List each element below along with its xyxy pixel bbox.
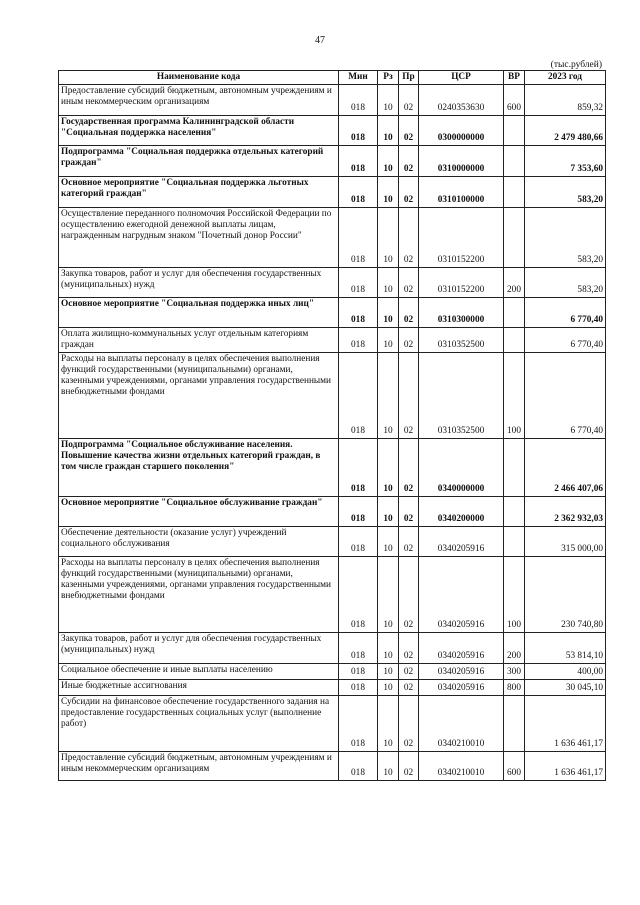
row-name: Закупка товаров, работ и услуг для обеспечения государственных (муниципальных) нужд <box>59 268 339 298</box>
row-min: 018 <box>339 328 378 353</box>
row-amount: 1 636 461,17 <box>525 752 606 781</box>
row-vr: 100 <box>504 353 525 439</box>
row-min: 018 <box>339 527 378 557</box>
row-amount: 583,20 <box>525 208 606 268</box>
row-name: Предоставление субсидий бюджетным, автономным учреждениям и иным некоммерческим организациям <box>59 85 339 116</box>
row-vr <box>504 146 525 177</box>
row-rz: 10 <box>378 298 399 328</box>
row-csr: 0310300000 <box>419 298 504 328</box>
row-rz: 10 <box>378 353 399 439</box>
row-name: Основное мероприятие "Социальная поддержка льготных категорий граждан" <box>59 177 339 208</box>
row-csr: 0310100000 <box>419 177 504 208</box>
row-pr: 02 <box>399 85 419 116</box>
row-min: 018 <box>339 298 378 328</box>
row-min: 018 <box>339 557 378 633</box>
row-csr: 0310352500 <box>419 353 504 439</box>
row-csr: 0340205916 <box>419 633 504 664</box>
row-vr: 200 <box>504 633 525 664</box>
row-amount: 6 770,40 <box>525 328 606 353</box>
row-csr: 0310152200 <box>419 208 504 268</box>
row-vr: 600 <box>504 85 525 116</box>
row-rz: 10 <box>378 116 399 146</box>
row-min: 018 <box>339 696 378 752</box>
row-amount: 400,00 <box>525 664 606 680</box>
row-rz: 10 <box>378 557 399 633</box>
row-name: Социальное обеспечение и иные выплаты населению <box>59 664 339 680</box>
row-amount: 1 636 461,17 <box>525 696 606 752</box>
table-row <box>59 298 606 328</box>
budget-table <box>58 70 606 781</box>
row-amount: 53 814,10 <box>525 633 606 664</box>
row-pr: 02 <box>399 208 419 268</box>
header-name: Наименование кода <box>59 71 339 85</box>
row-pr: 02 <box>399 557 419 633</box>
row-csr: 0310000000 <box>419 146 504 177</box>
header-pr: Пр <box>399 71 419 85</box>
row-rz: 10 <box>378 85 399 116</box>
row-vr: 600 <box>504 752 525 781</box>
row-csr: 0340200000 <box>419 497 504 527</box>
page-number: 47 <box>315 35 325 46</box>
row-vr: 800 <box>504 680 525 696</box>
row-rz: 10 <box>378 146 399 177</box>
row-amount: 315 000,00 <box>525 527 606 557</box>
row-name: Оплата жилищно-коммунальных услуг отдельным категориям граждан <box>59 328 339 353</box>
row-vr: 100 <box>504 557 525 633</box>
row-vr: 200 <box>504 268 525 298</box>
row-amount: 583,20 <box>525 177 606 208</box>
row-pr: 02 <box>399 328 419 353</box>
row-csr: 0300000000 <box>419 116 504 146</box>
row-pr: 02 <box>399 664 419 680</box>
table-row <box>59 439 606 497</box>
row-min: 018 <box>339 353 378 439</box>
row-rz: 10 <box>378 497 399 527</box>
row-vr <box>504 696 525 752</box>
row-name: Осуществление переданного полномочия Российской Федерации по осуществлению ежегодной денежной выплаты лицам, награжденным нагрудным знаком "Почетный донор России" <box>59 208 339 268</box>
table-body <box>59 85 606 781</box>
row-csr: 0340210010 <box>419 696 504 752</box>
row-csr: 0340205916 <box>419 557 504 633</box>
row-min: 018 <box>339 439 378 497</box>
row-name: Подпрограмма "Социальное обслуживание населения. Повышение качества жизни отдельных категорий граждан, в том числе граждан старшего поколения" <box>59 439 339 497</box>
header-year: 2023 год <box>525 71 606 85</box>
table-row <box>59 680 606 696</box>
row-pr: 02 <box>399 497 419 527</box>
row-name: Расходы на выплаты персоналу в целях обеспечения выполнения функций государственными (муниципальными) органами, казенными учреждениями, органами управления государственными внебюджетными фондами <box>59 353 339 439</box>
row-csr: 0340205916 <box>419 664 504 680</box>
row-csr: 0310152200 <box>419 268 504 298</box>
table-row <box>59 208 606 268</box>
row-vr: 300 <box>504 664 525 680</box>
header-rz: Рз <box>378 71 399 85</box>
row-min: 018 <box>339 664 378 680</box>
row-rz: 10 <box>378 177 399 208</box>
row-rz: 10 <box>378 208 399 268</box>
row-amount: 583,20 <box>525 268 606 298</box>
row-rz: 10 <box>378 268 399 298</box>
row-vr <box>504 208 525 268</box>
row-csr: 0310352500 <box>419 328 504 353</box>
row-rz: 10 <box>378 680 399 696</box>
row-name: Государственная программа Калининградской области "Социальная поддержка населения" <box>59 116 339 146</box>
table-row <box>59 268 606 298</box>
row-pr: 02 <box>399 116 419 146</box>
row-min: 018 <box>339 177 378 208</box>
header-min: Мин <box>339 71 378 85</box>
table-row <box>59 177 606 208</box>
row-amount: 859,32 <box>525 85 606 116</box>
row-rz: 10 <box>378 439 399 497</box>
table-row <box>59 664 606 680</box>
row-csr: 0340000000 <box>419 439 504 497</box>
row-csr: 0340210010 <box>419 752 504 781</box>
row-name: Иные бюджетные ассигнования <box>59 680 339 696</box>
row-name: Закупка товаров, работ и услуг для обеспечения государственных (муниципальных) нужд <box>59 633 339 664</box>
row-amount: 30 045,10 <box>525 680 606 696</box>
row-pr: 02 <box>399 633 419 664</box>
row-vr <box>504 497 525 527</box>
row-amount: 2 362 932,03 <box>525 497 606 527</box>
row-vr <box>504 328 525 353</box>
table-row <box>59 752 606 781</box>
unit-label: (тыс.рублей) <box>550 60 602 70</box>
row-pr: 02 <box>399 752 419 781</box>
row-rz: 10 <box>378 664 399 680</box>
row-csr: 0340205916 <box>419 680 504 696</box>
row-vr <box>504 439 525 497</box>
header-csr: ЦСР <box>419 71 504 85</box>
table-row <box>59 353 606 439</box>
row-amount: 230 740,80 <box>525 557 606 633</box>
row-rz: 10 <box>378 527 399 557</box>
row-pr: 02 <box>399 439 419 497</box>
row-vr <box>504 527 525 557</box>
row-pr: 02 <box>399 527 419 557</box>
row-pr: 02 <box>399 353 419 439</box>
row-rz: 10 <box>378 328 399 353</box>
row-min: 018 <box>339 680 378 696</box>
table-row <box>59 328 606 353</box>
row-name: Предоставление субсидий бюджетным, автономным учреждениям и иным некоммерческим организациям <box>59 752 339 781</box>
row-amount: 7 353,60 <box>525 146 606 177</box>
table-row <box>59 116 606 146</box>
row-min: 018 <box>339 146 378 177</box>
row-name: Расходы на выплаты персоналу в целях обеспечения выполнения функций государственными (муниципальными) органами, казенными учреждениями, органами управления государственными внебюджетными фондами <box>59 557 339 633</box>
row-min: 018 <box>339 85 378 116</box>
row-name: Подпрограмма "Социальная поддержка отдельных категорий граждан" <box>59 146 339 177</box>
row-pr: 02 <box>399 680 419 696</box>
table-row <box>59 146 606 177</box>
table-row <box>59 633 606 664</box>
table-row <box>59 497 606 527</box>
table-header <box>59 71 606 85</box>
row-min: 018 <box>339 497 378 527</box>
row-csr: 0240353630 <box>419 85 504 116</box>
table-row <box>59 85 606 116</box>
row-name: Основное мероприятие "Социальное обслуживание граждан" <box>59 497 339 527</box>
row-vr <box>504 116 525 146</box>
row-min: 018 <box>339 208 378 268</box>
row-pr: 02 <box>399 268 419 298</box>
row-name: Основное мероприятие "Социальная поддержка иных лиц" <box>59 298 339 328</box>
row-pr: 02 <box>399 177 419 208</box>
table-row <box>59 557 606 633</box>
row-rz: 10 <box>378 696 399 752</box>
row-csr: 0340205916 <box>419 527 504 557</box>
row-pr: 02 <box>399 146 419 177</box>
table-row <box>59 696 606 752</box>
row-vr <box>504 177 525 208</box>
row-rz: 10 <box>378 633 399 664</box>
header-vr: ВР <box>504 71 525 85</box>
row-name: Субсидии на финансовое обеспечение государственного задания на предоставление государственных социальных услуг (выполнение работ) <box>59 696 339 752</box>
row-min: 018 <box>339 633 378 664</box>
row-amount: 2 466 407,06 <box>525 439 606 497</box>
row-min: 018 <box>339 116 378 146</box>
row-amount: 6 770,40 <box>525 353 606 439</box>
row-vr <box>504 298 525 328</box>
row-amount: 6 770,40 <box>525 298 606 328</box>
row-amount: 2 479 480,66 <box>525 116 606 146</box>
row-pr: 02 <box>399 696 419 752</box>
table-row <box>59 527 606 557</box>
row-min: 018 <box>339 752 378 781</box>
row-pr: 02 <box>399 298 419 328</box>
row-rz: 10 <box>378 752 399 781</box>
row-min: 018 <box>339 268 378 298</box>
row-name: Обеспечение деятельности (оказание услуг) учреждений социального обслуживания <box>59 527 339 557</box>
